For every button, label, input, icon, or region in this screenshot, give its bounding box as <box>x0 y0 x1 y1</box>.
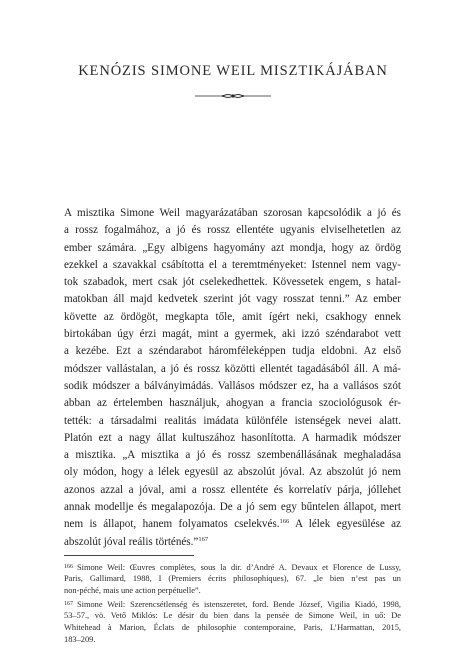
text-line: Platón ezt a nagy állat kultuszához hasonlította. A harmadik módszer <box>64 431 401 444</box>
text-line: tok szabadok, mert csak jót cselekedhettek. Kövessetek engem, s hatal- <box>64 276 401 289</box>
line-segment: nem is állapot, hanem folyamatos cselekvés. <box>64 518 280 531</box>
footnote-separator <box>64 555 194 556</box>
footnote-number: 166 <box>64 564 73 570</box>
footnote-166-line: Paris, Gallimard, 1988, I (Premiers écrits philosophiques), 67. „le bien n’est pas un <box>64 574 401 584</box>
text-line-with-note <box>64 516 401 533</box>
footnote-166-line: non-péché, mais une action perpétuelle”. <box>64 586 201 596</box>
text-line: sodik módszer a bálványimádás. Vallásos módszer ez, ha a vallásos szót <box>64 379 401 392</box>
footnote-167-line: 183–209. <box>64 635 96 645</box>
footnote-166-line: $^{166}$ Simone Weil: Œuvres complètes, sous la dir. d’André A. Devaux et Florence de Lussy, <box>64 563 401 572</box>
text-line: abban az értelemben használjuk, ahogyan a francia szociológusok ér- <box>64 397 401 410</box>
main-paragraph <box>64 205 401 551</box>
footnote-167-line: 53–57., vö. Vető Miklós: Le désir du bien dans la pensée de Simone Weil, in uő: De <box>64 610 401 620</box>
line-segment: A lélek egyesülése az <box>295 518 401 531</box>
text-line: tették: a társadalmi realitás imádata különféle istenségek nevei alatt. <box>64 414 401 427</box>
text-line: ezekkel a szavakkal csábította el a teremtményeket: Istennel nem vagy- <box>64 258 401 271</box>
text-line: oly módon, hogy a lélek egyesül az abszolút jóval. Az abszolút jó nem <box>64 466 401 479</box>
line-segment: abszolút jóval reális történés.” <box>64 535 199 548</box>
text-line: ember számára. „Egy albigens hagyomány azt mondja, hogy az ördög <box>64 241 401 254</box>
text-line: módszer vallástalan, a jó és rossz közötti ellentét tagadásából áll. A má- <box>64 362 401 375</box>
note-reference-167[interactable]: 167 <box>198 535 209 543</box>
text-line: követte az ördögöt, megkapta tőle, amit ígért neki, csakhogy ennek <box>64 310 401 323</box>
text-line: matokban áll majd kedvetek szerint jót vagy rosszat tenni.” Az ember <box>64 293 401 306</box>
text-line: birtokában úgy érzi magát, mint a gyermek, aki izzó széndarabot vett <box>64 328 401 341</box>
text-line: annak modellje és megalapozója. De a jó sem egy bűntelen állapot, mert <box>64 501 401 514</box>
text-line: a kezébe. Ezt a széndarabot háromféleképpen tudja eldobni. Az első <box>64 345 401 358</box>
footnote-167-line: Whitehead à Marion, Éclats de philosophie contemporaine, Paris, L’Harmattan, 2015, <box>64 622 401 632</box>
note-reference-166[interactable]: 166 <box>279 518 290 526</box>
text-line: A misztika Simone Weil magyarázatában szorosan kapcsolódik a jó és <box>64 207 401 219</box>
chapter-title: KENÓZIS SIMONE WEIL MISZTIKÁJÁBAN <box>78 63 388 79</box>
text-line-with-note <box>64 534 401 551</box>
footnotes <box>64 561 401 646</box>
text-line: azonos azzal a jóval, ami a rossz ellentéte és korrelatív párja, jóllehet <box>64 483 401 496</box>
text-line: a misztika. „A misztika a jó és rossz szembenállásának meghaladása <box>64 449 401 462</box>
footnote-number: 167 <box>64 600 73 607</box>
text-line: a rossz fogalmához, a jó és rossz ellentéte ugyanis elviselhetetlen az <box>64 224 401 237</box>
ornament-divider-icon <box>195 91 271 101</box>
footnote-167-line: $^{167}$ Simone Weil: Szerencsétlenség és istenszeretet, ford. Bende József, Vigilia Kiadó, 1998, <box>64 599 401 609</box>
